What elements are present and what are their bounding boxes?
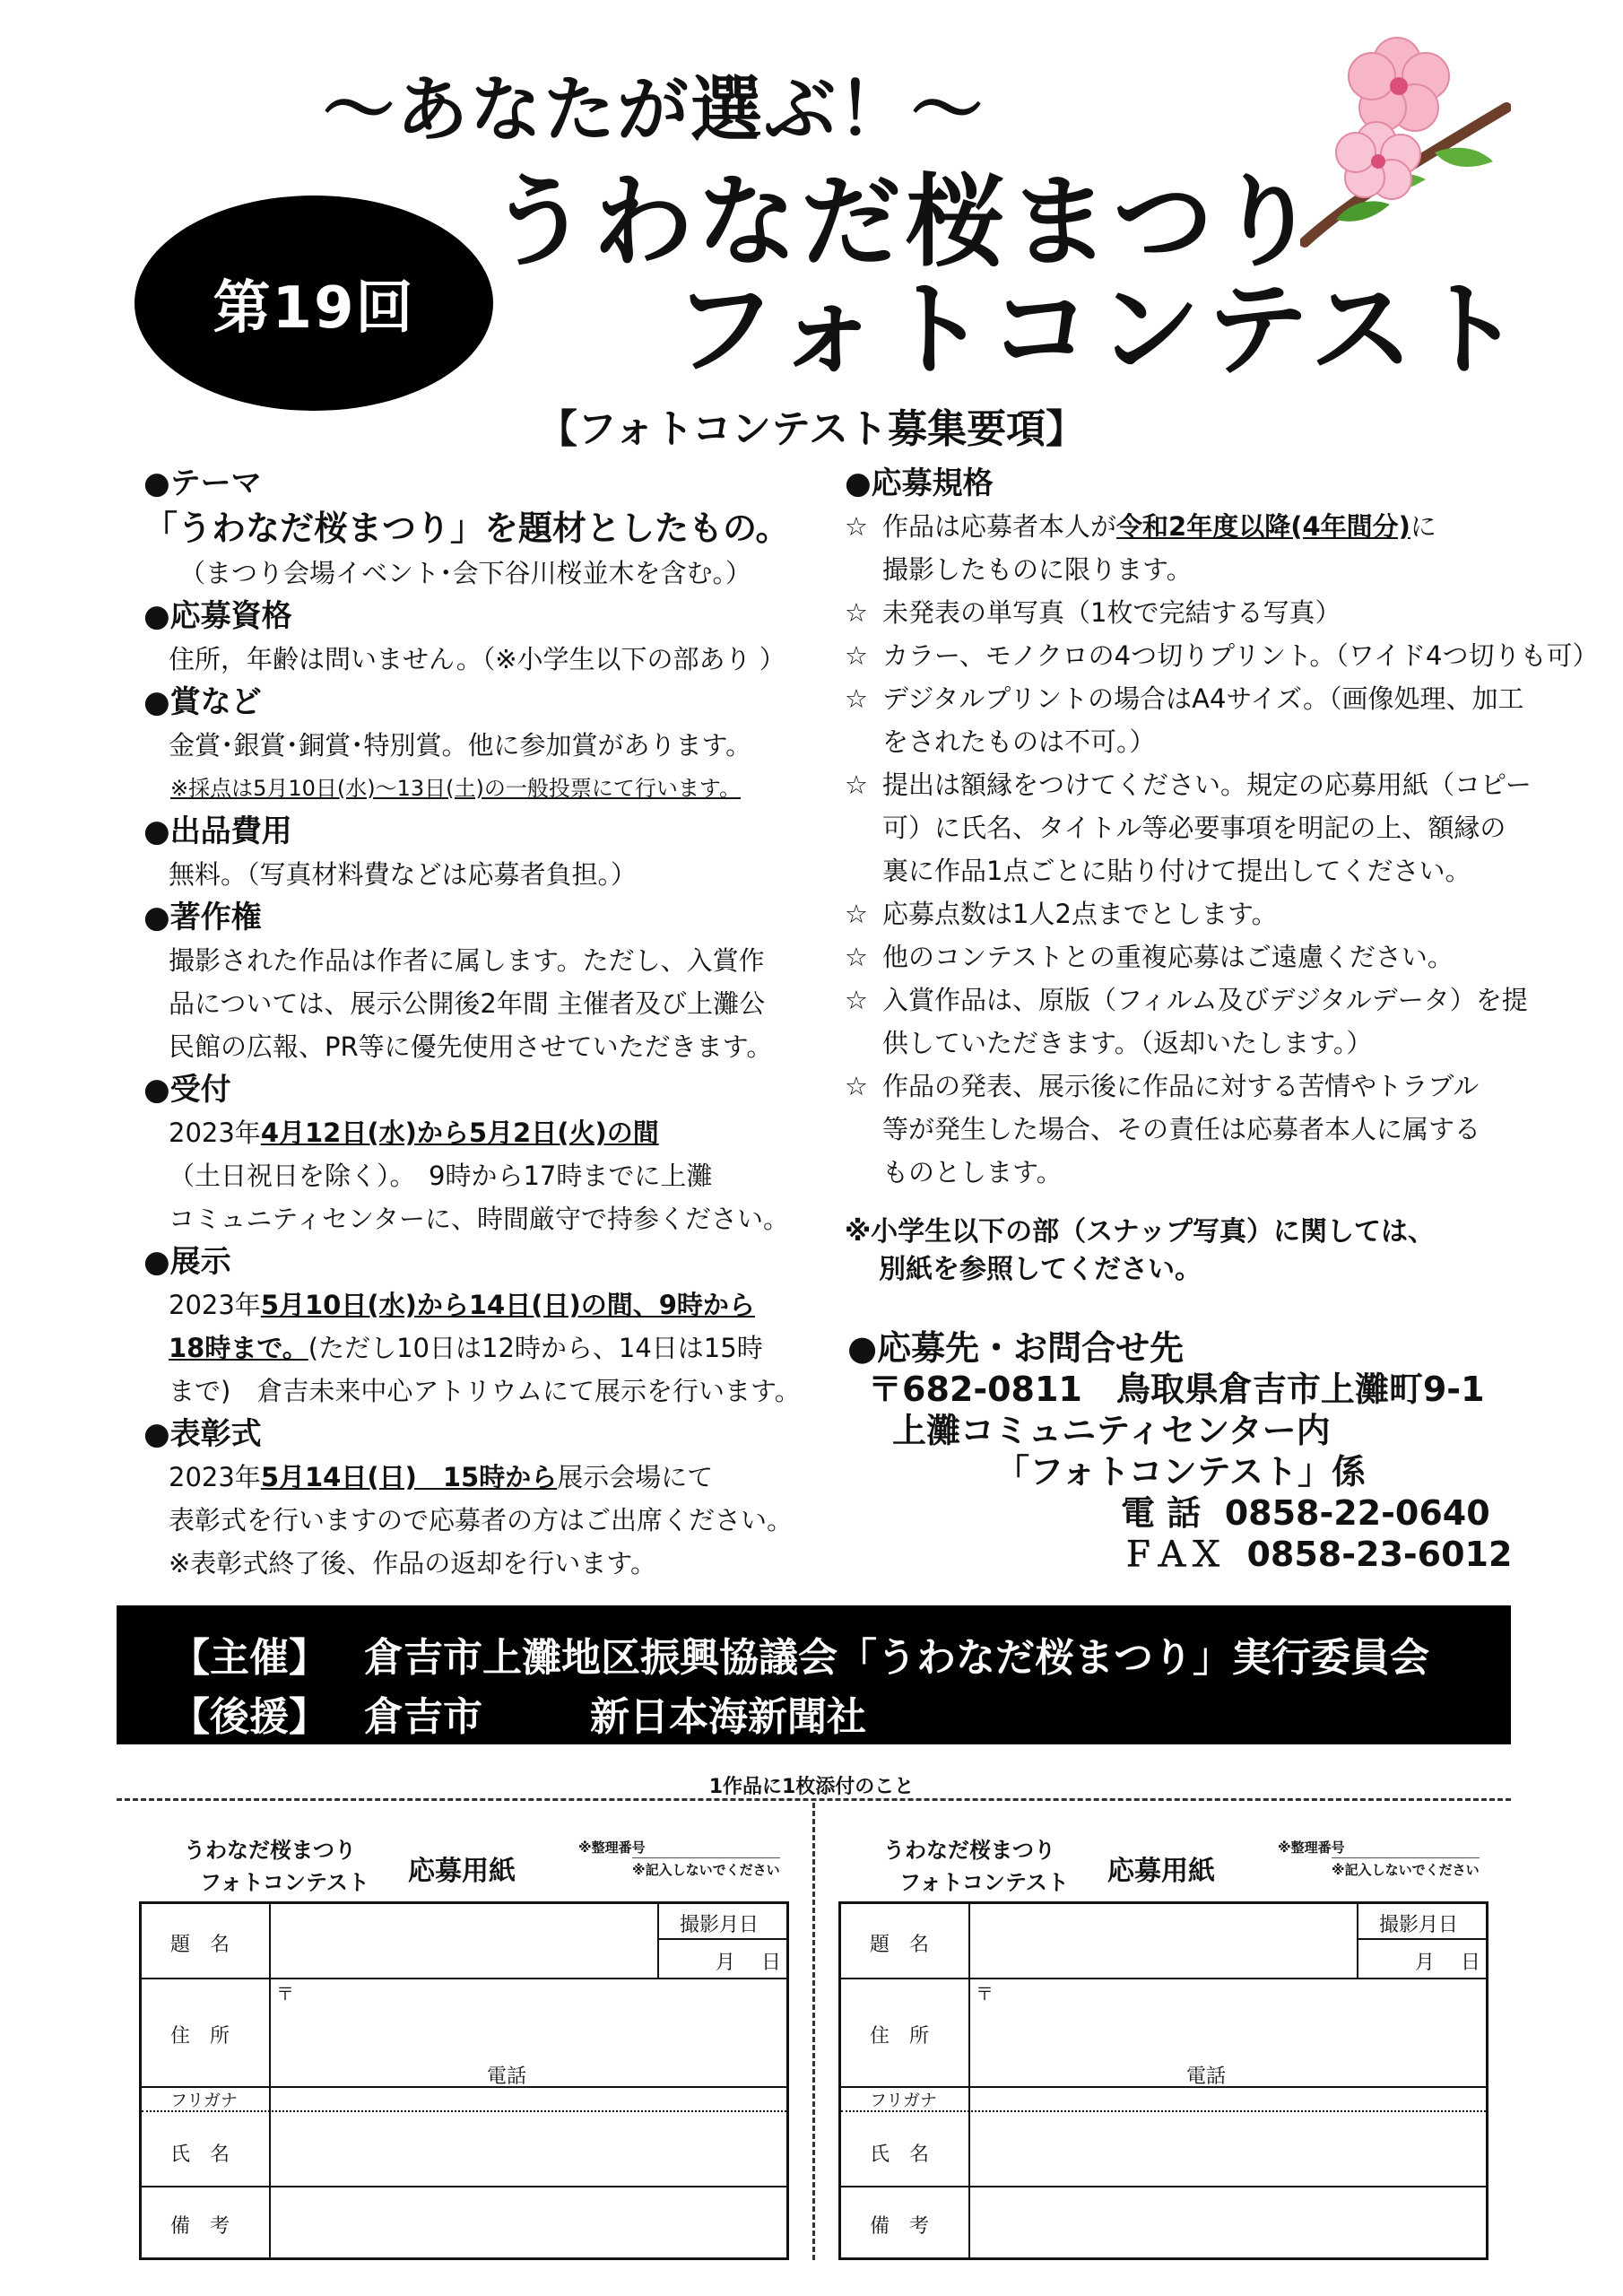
phone-field-label: 電話 — [1186, 2066, 1227, 2088]
tagline: 〜あなたが選ぶ！〜 — [323, 68, 985, 152]
remarks-label: 備 考 — [170, 2215, 230, 2238]
edition-badge-text: 第19回 — [213, 275, 415, 342]
right-column — [845, 462, 1599, 1289]
form-event-name-2: フォトコンテスト — [200, 1870, 369, 1895]
col-divider — [1357, 1904, 1358, 1978]
col-divider — [269, 1904, 271, 2257]
rule-item — [845, 978, 1526, 1022]
ref-number-note: ※記入しないでください — [1332, 1857, 1480, 1879]
rule-text: 入賞作品は、原版（フィルム及びデジタルデータ）を提 — [882, 985, 1528, 1015]
col-divider — [968, 1904, 970, 2257]
theme-note: （まつり会場イベント･会下谷川桜並木を含む。） — [179, 558, 752, 588]
contact-dept: 「フォトコンテスト」係 — [995, 1452, 1367, 1492]
edition-badge — [135, 196, 493, 411]
rule-item — [845, 677, 1526, 720]
organizer-name: 倉吉市上灘地区振興協議会「うわなだ桜まつり」実行委員会 — [364, 1635, 1429, 1681]
ceremony-date: 5月14日(日) 15時から — [260, 1462, 558, 1492]
exhibit-year: 2023年 — [169, 1290, 261, 1320]
rule-text-cont: をされたものは不可。） — [882, 726, 1156, 757]
reception-year: 2023年 — [169, 1118, 261, 1148]
copyright-line: 品については、展示公開後2年間 主催者及び上灘公 — [169, 988, 766, 1019]
form-event-name-2: フォトコンテスト — [899, 1870, 1069, 1895]
rule-text: カラー、モノクロの4つ切りプリント。（ワイド4つ切りも可） — [882, 640, 1599, 671]
rules-list — [845, 591, 1599, 1194]
exhibit-line-1 — [143, 1283, 825, 1326]
person-name-label: 氏 名 — [170, 2144, 230, 2166]
ceremony-place: 展示会場にて — [557, 1462, 714, 1492]
elementary-note-1: ※小学生以下の部（スナップ写真）に関しては、 — [845, 1216, 1435, 1248]
eligibility-heading: ●応募資格 — [143, 598, 292, 634]
col-divider — [657, 1904, 659, 1978]
theme-heading: ●テーマ — [143, 465, 262, 501]
rule-item — [845, 591, 1526, 634]
rule-item — [845, 505, 1526, 548]
copyright-heading: ●著作権 — [143, 900, 262, 935]
title-line-1: うわなだ桜まつり — [489, 164, 1321, 281]
star-icon: ☆ — [845, 640, 868, 671]
row-divider — [841, 1978, 1486, 1979]
copyright-line: 撮影された作品は作者に属します。ただし、入賞作 — [169, 945, 765, 976]
rule-1-pre: 作品は応募者本人が — [882, 511, 1117, 542]
title-label: 題 名 — [170, 1934, 230, 1956]
contact-heading: ●応募先・お問合せ先 — [847, 1328, 1185, 1368]
exhibit-rest: (ただし10日は12時から、14日は15時 — [308, 1333, 763, 1363]
phone-label: 電 話 — [1121, 1493, 1202, 1533]
rule-text-cont: 可）に氏名、タイトル等必要事項を明記の上、額縁の — [882, 813, 1506, 843]
star-icon: ☆ — [845, 597, 868, 628]
reception-dates-line — [143, 1111, 825, 1154]
eligibility-text: 住所，年齢は問いません。（※小学生以下の部あり ） — [169, 644, 785, 674]
organizer-banner — [117, 1605, 1511, 1744]
row-divider — [1357, 1938, 1486, 1940]
section-subtitle: 【フォトコンテスト募集要項】 — [537, 406, 1086, 452]
date-label: 撮影月日 — [680, 1914, 759, 1936]
rule-item — [845, 935, 1526, 978]
rule-text: 他のコンテストとの重複応募はご遠慮ください。 — [882, 942, 1454, 972]
contact-org: 上灘コミュニティセンター内 — [892, 1411, 1331, 1450]
row-divider — [142, 2186, 786, 2187]
reception-heading: ●受付 — [143, 1072, 231, 1108]
fee-text: 無料。（写真材料費などは応募者負担。） — [169, 859, 638, 890]
support-label: 【後援】 — [170, 1694, 328, 1740]
ceremony-date-line — [143, 1456, 825, 1499]
entry-form-right — [838, 1825, 1488, 2265]
ceremony-line: 表彰式を行いますので応募者の方はご出席ください。 — [169, 1505, 794, 1535]
furigana-label: フリガナ — [170, 2091, 239, 2110]
awards-note: ※採点は5月10日(水)〜13日(土)の一般投票にて行います。 — [170, 776, 741, 801]
awards-heading: ●賞など — [143, 684, 262, 720]
cut-line-vertical — [812, 1803, 815, 2260]
month-day-label: 月 日 — [716, 1952, 781, 1974]
rule-text-cont: 等が発生した場合、その責任は応募者本人に属する — [882, 1114, 1481, 1144]
contact-phone — [1121, 1492, 1490, 1534]
support-1: 倉吉市 — [364, 1694, 482, 1740]
reception-dates: 4月12日(水)から5月2日(火)の間 — [260, 1118, 659, 1148]
row-divider — [657, 1938, 786, 1940]
organizer-row — [170, 1625, 1429, 1683]
cherry-blossom-icon — [1300, 36, 1511, 251]
rule-item — [845, 892, 1526, 935]
postal-mark: 〒 — [276, 1983, 294, 2005]
phone-number: 0858-22-0640 — [1224, 1493, 1490, 1533]
attach-note: 1作品に1枚添付のこと — [708, 1776, 915, 1798]
copyright-line: 民館の広報、PR等に優先使用させていただきます。 — [169, 1031, 773, 1062]
form-title: 応募用紙 — [1107, 1856, 1215, 1887]
rule-text: 作品の発表、展示後に作品に対する苦情やトラブル — [882, 1071, 1480, 1101]
row-divider — [841, 2186, 1486, 2187]
title-line-2: フォトコンテスト — [673, 270, 1528, 390]
star-icon: ☆ — [845, 770, 868, 800]
entry-form-left — [139, 1825, 789, 2265]
row-divider — [142, 2086, 786, 2088]
contact-address: 〒682-0811 鳥取県倉吉市上灘町9-1 — [868, 1370, 1485, 1409]
fax-number: 0858-23-6012 — [1246, 1535, 1513, 1574]
fee-heading: ●出品費用 — [143, 813, 292, 849]
rule-text: 提出は額縁をつけてください。規定の応募用紙（コピー — [882, 770, 1532, 800]
ceremony-heading: ●表彰式 — [143, 1416, 262, 1452]
star-icon: ☆ — [845, 899, 868, 929]
phone-field-label: 電話 — [487, 2066, 527, 2088]
ceremony-year: 2023年 — [169, 1462, 261, 1492]
star-icon: ☆ — [845, 985, 868, 1015]
exhibit-heading: ●展示 — [143, 1244, 231, 1280]
rule-text-cont: 裏に作品1点ごとに貼り付けて提出してください。 — [882, 856, 1471, 886]
exhibit-line-3: まで) 倉吉未来中心アトリウムにて展示を行います。 — [169, 1376, 801, 1406]
form-title: 応募用紙 — [408, 1856, 516, 1887]
form-table — [838, 1901, 1488, 2260]
exhibit-dates-1: 5月10日(水)から14日(日)の間、9時から — [260, 1290, 755, 1320]
awards-text: 金賞･銀賞･銅賞･特別賞。他に参加賞があります。 — [169, 730, 752, 761]
rule-text: 未発表の単写真（1枚で完結する写真） — [882, 597, 1341, 628]
rule-text-cont: 供していただきます。（返却いたします。） — [882, 1028, 1373, 1058]
person-name-label: 氏 名 — [870, 2144, 930, 2166]
exhibit-dates-2: 18時まで。 — [169, 1333, 308, 1363]
rule-1-cont: 撮影したものに限ります。 — [882, 554, 1193, 585]
exhibit-line-2 — [143, 1326, 825, 1370]
rule-item — [845, 1065, 1526, 1108]
rule-1-post: に — [1410, 511, 1436, 542]
rule-item — [845, 763, 1532, 806]
star-icon: ☆ — [845, 683, 868, 714]
rule-text: デジタルプリントの場合はA4サイズ。（画像処理、加工 — [882, 683, 1524, 714]
rule-1-period: 令和2年度以降(4年間分) — [1116, 511, 1410, 542]
cut-line-horizontal — [117, 1798, 1511, 1801]
star-icon: ☆ — [845, 1071, 868, 1101]
reception-line: （土日祝日を除く）。 9時から17時までに上灘 — [169, 1161, 713, 1191]
reception-line: コミュニティセンターに、時間厳守で持参ください。 — [169, 1204, 789, 1234]
ref-number-label: ※整理番号 — [1278, 1839, 1345, 1856]
row-divider — [142, 1978, 786, 1979]
remarks-label: 備 考 — [870, 2215, 930, 2238]
ref-number-label: ※整理番号 — [578, 1839, 646, 1856]
rule-text: 応募点数は1人2点までとします。 — [882, 899, 1278, 929]
form-event-name: うわなだ桜まつり — [184, 1838, 356, 1863]
rule-text-cont: ものとします。 — [882, 1157, 1063, 1187]
star-icon: ☆ — [845, 942, 868, 972]
rules-heading: ●応募規格 — [845, 465, 994, 501]
title-label: 題 名 — [870, 1934, 930, 1956]
organizer-label: 【主催】 — [170, 1635, 328, 1681]
form-table — [139, 1901, 789, 2260]
support-row — [170, 1684, 866, 1742]
postal-mark: 〒 — [976, 1983, 994, 2005]
star-icon: ☆ — [845, 511, 868, 542]
support-2: 新日本海新聞社 — [590, 1694, 866, 1740]
row-divider — [841, 2086, 1486, 2088]
elementary-note-2: 別紙を参照してください。 — [879, 1254, 1202, 1285]
fax-label: ＦＡＸ — [1121, 1535, 1224, 1574]
row-divider-dotted — [841, 2110, 1486, 2112]
month-day-label: 月 日 — [1415, 1952, 1480, 1974]
form-event-name: うわなだ桜まつり — [883, 1838, 1055, 1863]
ref-number-note: ※記入しないでください — [632, 1857, 780, 1879]
contact-fax — [1121, 1534, 1512, 1575]
theme-main: 「うわなだ桜まつり」を題材としたもの。 — [143, 509, 790, 548]
rule-item — [845, 634, 1599, 677]
address-label: 住 所 — [170, 2025, 230, 2048]
date-label: 撮影月日 — [1379, 1914, 1459, 1936]
address-label: 住 所 — [870, 2025, 930, 2048]
row-divider-dotted — [142, 2110, 786, 2112]
ceremony-line: ※表彰式終了後、作品の返却を行います。 — [169, 1548, 656, 1578]
furigana-label: フリガナ — [870, 2091, 938, 2110]
left-column — [143, 462, 825, 1585]
